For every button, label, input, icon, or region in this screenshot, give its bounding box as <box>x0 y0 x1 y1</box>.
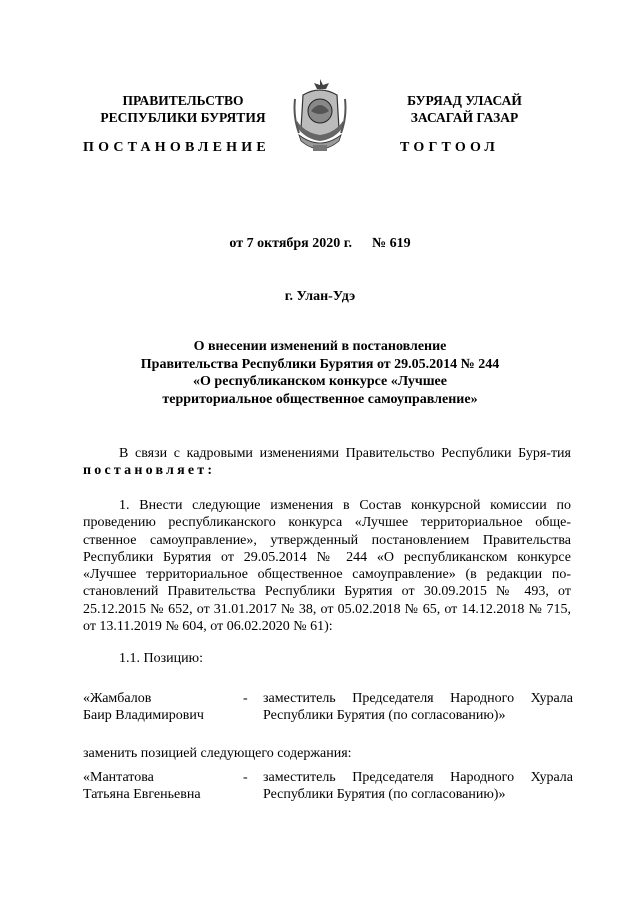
buryatia-coat-of-arms-icon <box>293 77 347 161</box>
header-right-line1: БУРЯАД УЛАСАЙ <box>407 93 522 108</box>
item-1-1-paragraph <box>83 650 571 667</box>
new-position-role: заместитель Председателя Народного Хурала Республики Бурятия (по согласованию)» <box>263 770 573 803</box>
title-line1: О внесении изменений в постановление <box>193 339 447 354</box>
title-line3: «О республиканском конкурсе «Лучшее <box>193 374 447 389</box>
new-position-dash: - <box>243 770 248 785</box>
title-line4: территориальное общественное самоуправление» <box>162 391 478 407</box>
city: г. Улан-Удэ <box>284 289 356 304</box>
old-position-role: заместитель Председателя Народного Хурала Республики Бурятия (по согласованию)» <box>263 691 573 724</box>
decree-date: от 7 октября 2020 г. <box>229 236 353 251</box>
header-left-line1: ПРАВИТЕЛЬСТВО <box>122 93 244 108</box>
item-1-1-text: 1.1. Позицию: <box>119 651 203 666</box>
replace-paragraph: заменить позицией следующего содержания: <box>83 746 352 761</box>
doc-type-right: ТОГТООЛ <box>400 140 500 155</box>
intro-text: В связи с кадровыми изменениями Правительство Республики Буря-тия <box>119 446 571 461</box>
intro-paragraph <box>83 445 571 480</box>
item-1-paragraph <box>83 497 571 635</box>
old-position-name: «Жамбалов Баир Владимирович <box>83 691 204 724</box>
header-left-block <box>88 92 278 126</box>
header-right-line2: ЗАСАГАЙ ГАЗАР <box>410 110 519 125</box>
old-position-dash: - <box>243 691 248 706</box>
decree-word: постановляет: <box>83 463 216 479</box>
decree-number: № 619 <box>372 236 411 251</box>
item-1-text: 1. Внести следующие изменения в Состав конкурсной комиссии по проведению республиканского конкурса «Лучшее территориальное обще-ственное самоуправление», утвержденный постановлением Правительства Республики Бурятия от 29.05.2014 № 244 «О республиканском конкурсе «Лучшее территориальное общественное самоуправление» (в редакции по-становлений Правительства Республики Бурятия от 30.09.2015 № 493, от 25.12.2015 № 652, от 31.01.2017 № 38, от 05.02.2018 № 65, от 14.12.2018 № 715, от 13.11.2019 № 604, от 06.02.2020 № 61): <box>83 498 571 635</box>
decree-title <box>80 338 560 408</box>
new-position-name: «Мантатова Татьяна Евгеньевна <box>83 770 201 803</box>
header-left-line2: РЕСПУБЛИКИ БУРЯТИЯ <box>100 110 266 125</box>
header-right-block <box>372 92 557 126</box>
title-line2: Правительства Республики Бурятия от 29.05.2014 № 244 <box>140 356 500 372</box>
date-number-line <box>0 236 640 252</box>
doc-type-left: ПОСТАНОВЛЕНИЕ <box>83 140 270 155</box>
